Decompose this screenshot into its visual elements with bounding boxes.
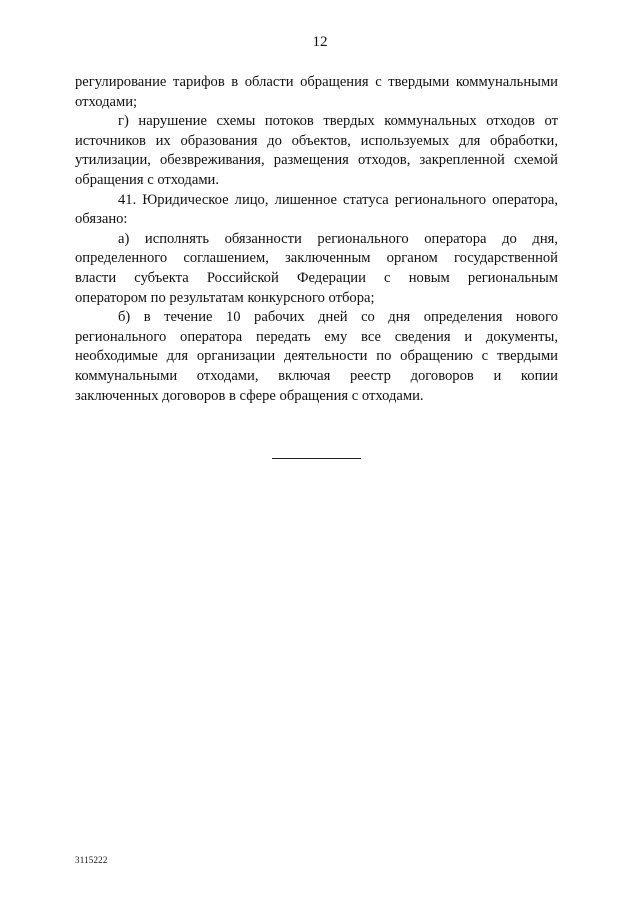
text-line: обязано:	[75, 211, 128, 228]
paragraph-a-start: а) исполнять обязанности регионального оператора до дня,	[118, 230, 558, 247]
text-line: заключенных договоров в сфере обращения с отходами.	[75, 387, 424, 404]
text-line: оператором по результатам конкурсного отбора;	[75, 289, 375, 306]
text-line: источников их образования до объектов, используемых для обработки,	[75, 132, 558, 149]
page-number: 12	[312, 34, 328, 50]
document-code: 3115222	[75, 855, 108, 865]
text-line: регионального оператора передать ему все сведения и документы,	[75, 328, 558, 345]
paragraph-b-start: б) в течение 10 рабочих дней со дня определения нового	[118, 309, 558, 326]
text-line: регулирование тарифов в области обращения с твердыми коммунальными	[75, 74, 558, 90]
text-line: коммунальными отходами, включая реестр договоров и копии	[75, 367, 558, 384]
document-body	[75, 73, 558, 406]
text-line: отходами;	[75, 93, 138, 110]
text-line: определенного соглашением, заключенным органом государственной	[75, 250, 558, 267]
paragraph-g-start: г) нарушение схемы потоков твердых коммунальных отходов от	[118, 113, 558, 130]
paragraph-41-start: 41. Юридическое лицо, лишенное статуса регионального оператора,	[118, 191, 558, 208]
end-separator-line	[272, 458, 361, 459]
text-line: утилизации, обезвреживания, размещения отходов, закрепленной схемой	[75, 152, 558, 169]
text-line: необходимые для организации деятельности по обращению с твердыми	[75, 348, 558, 365]
text-line: обращения с отходами.	[75, 171, 220, 188]
text-line: власти субъекта Российской Федерации с новым региональным	[75, 269, 558, 286]
